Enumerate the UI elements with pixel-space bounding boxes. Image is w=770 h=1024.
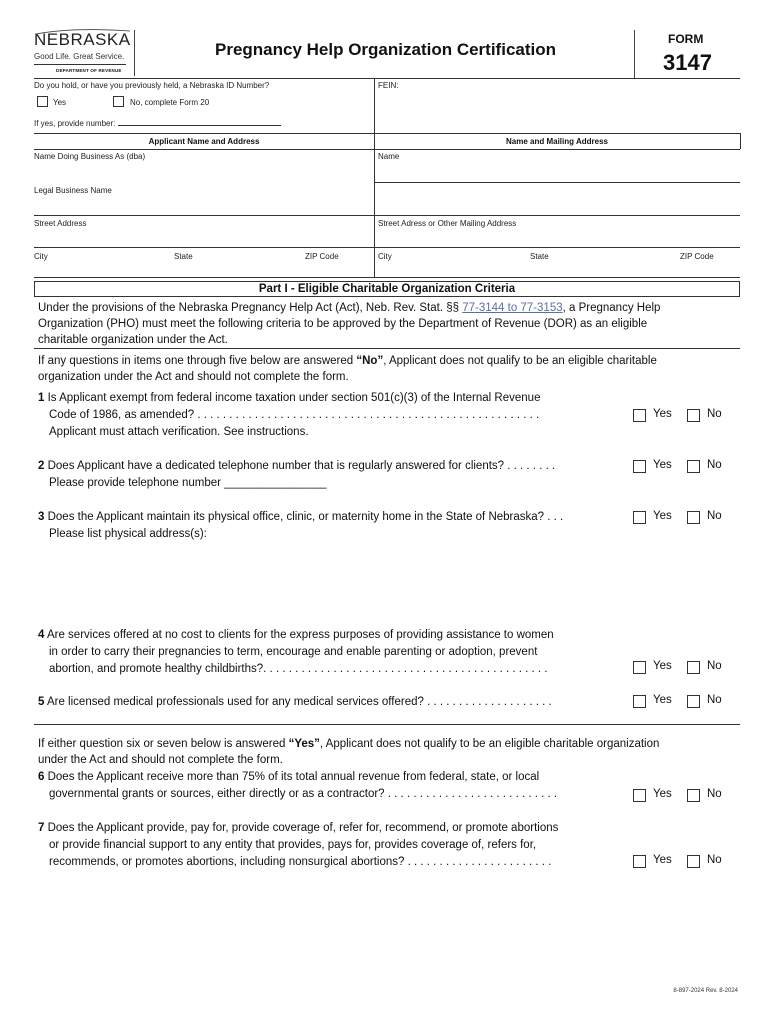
street-address-field[interactable] [34,247,740,248]
city-row-divider [374,247,375,277]
q1-no-label: No [707,408,722,420]
form-label: FORM [668,32,704,46]
question-3: 3 Does the Applicant maintain its physical office, clinic, or maternity home in the State of Nebraska? . . . Please list physical address(s): [38,511,564,540]
physical-address-field[interactable] [48,545,608,615]
mailing-street-label: Street Adress or Other Mailing Address [378,219,517,228]
q7-yes-label: Yes [653,854,672,866]
id-yes-label: Yes [53,98,67,107]
intro-divider [34,348,740,349]
intro-line3: charitable organization under the Act. [38,334,228,346]
q6-no-checkbox[interactable] [687,789,700,802]
legal-name-field[interactable] [34,215,740,216]
q6-no-label: No [707,788,722,800]
provide-number-label: If yes, provide number: [34,119,116,128]
fein-label: FEIN: [378,81,399,90]
part1-intro [38,300,738,348]
id-no-label: No, complete Form 20 [130,98,210,107]
q6-yes-checkbox[interactable] [633,789,646,802]
state-label: State [174,252,193,261]
no-emphasis: “No” [356,355,384,367]
center-divider [374,78,375,247]
question-6: 6 Does the Applicant receive more than 75% of its total annual revenue from federal, state, or local governmental grants or sources, either directly or as a contractor? . . . . . . . . . . . . . . . . . . . . . . . . . . . [38,771,558,800]
q5-yes-label: Yes [653,694,672,706]
q2-no-label: No [707,459,722,471]
question-1: 1 Is Applicant exempt from federal income taxation under section 501(c)(3) of the Internal Revenue Code of 1986, as amended? . . . . . . . . . . . . . . . . . . . . . . . . . . . . . . . . . . . . . . . . . . . . . . . . . . . . . . Applicant must attach verification. See instructions. [38,392,541,438]
q3-yes-checkbox[interactable] [633,511,646,524]
id-yes-checkbox[interactable] [37,96,48,107]
mailing-name-field[interactable] [374,182,740,183]
q5-no-label: No [707,694,722,706]
street-address-label: Street Address [34,219,87,228]
q1-yes-label: Yes [653,408,672,420]
q3-yes-label: Yes [653,510,672,522]
header-divider-left [134,30,135,76]
legal-name-label: Legal Business Name [34,186,112,195]
q1-yes-checkbox[interactable] [633,409,646,422]
intro-text: Under the provisions of the Nebraska Pregnancy Help Act (Act), Neb. Rev. Stat. §§ [38,302,463,314]
q6-yes-label: Yes [653,788,672,800]
intro-line2: Organization (PHO) must meet the following criteria to be approved by the Department of Revenue (DOR) as an eligible [38,318,648,330]
yes-instruction: If either question six or seven below is answered “Yes”, Applicant does not qualify to be an eligible charitable organization under the Act and should not complete the form. [38,738,660,766]
q4-yes-label: Yes [653,660,672,672]
applicant-address-header: Applicant Name and Address [148,137,260,146]
yes-emphasis: “Yes” [288,738,320,750]
logo-wordmark: NEBRASKA [34,30,131,49]
intro-text-cont: , a Pregnancy Help [562,302,661,314]
mailing-name-label: Name [378,152,400,161]
form-revision-code: 8-897-2024 Rev. 8-2024 [673,988,738,994]
part1-title: Part I - Eligible Charitable Organization Criteria [34,281,740,297]
q2-yes-label: Yes [653,459,672,471]
q4-no-checkbox[interactable] [687,661,700,674]
address-header-bottom [34,149,740,150]
mailing-zip-label: ZIP Code [680,252,714,261]
q2-no-checkbox[interactable] [687,460,700,473]
mailing-state-label: State [530,252,549,261]
q5-yes-checkbox[interactable] [633,695,646,708]
zip-label: ZIP Code [305,252,339,261]
q5-no-checkbox[interactable] [687,695,700,708]
q7-no-label: No [707,854,722,866]
logo-divider [34,64,126,65]
id-number-field[interactable] [118,118,281,126]
form-number: 3147 [663,50,712,75]
q7-no-checkbox[interactable] [687,855,700,868]
q7-yes-checkbox[interactable] [633,855,646,868]
address-top-border [34,133,740,134]
id-number-question: Do you hold, or have you previously held, a Nebraska ID Number? [34,81,270,90]
logo-department: DEPARTMENT OF REVENUE [56,68,122,73]
mailing-address-header: Name and Mailing Address [506,137,608,146]
city-row-bottom [34,277,740,278]
question-7: 7 Does the Applicant provide, pay for, provide coverage of, refer for, recommend, or promote abortions or provide financial support to any entity that provides, pays for, provides coverage of, refers for, recommends, or promotes abortions, including nonsurgical abortions? . . . . . . . . . . . . . . . . . . . . . . . [38,822,559,868]
id-section-top-border [34,78,740,79]
statute-link[interactable]: 77-3144 to 77-3153 [462,302,563,314]
question-2: 2 Does Applicant have a dedicated telephone number that is regularly answered for clients? . . . . . . . . Please provide telephone number ________________ [38,460,556,489]
q4-yes-checkbox[interactable] [633,661,646,674]
mailing-city-label: City [378,252,392,261]
section-divider [34,724,740,725]
logo-tagline: Good Life. Great Service. [34,52,125,61]
q4-no-label: No [707,660,722,672]
page-title: Pregnancy Help Organization Certification [215,40,557,59]
question-5: 5 Are licensed medical professionals used for any medical services offered? . . . . . . . . . . . . . . . . . . . . [38,696,552,708]
q1-no-checkbox[interactable] [687,409,700,422]
q2-yes-checkbox[interactable] [633,460,646,473]
q3-no-label: No [707,510,722,522]
provide-number-row [34,118,281,128]
city-label: City [34,252,48,261]
no-instruction: If any questions in items one through five below are answered “No”, Applicant does not qualify to be an eligible charitable organization under the Act and should not complete the form. [38,355,657,383]
dba-label: Name Doing Business As (dba) [34,152,146,161]
logo-swoosh-icon [34,28,134,36]
header-divider-right [634,30,635,78]
question-4: 4 Are services offered at no cost to clients for the express purposes of providing assistance to women in order to carry their pregnancies to term, encourage and enable parenting or adoption, prevent abortion, and promote healthy childbirths?. . . . . . . . . . . . . . . . . . . . . . . . . . . . . . . . . . . . . . . . . . . . . [38,629,554,675]
q3-no-checkbox[interactable] [687,511,700,524]
address-header-right-border [740,133,741,149]
id-no-checkbox[interactable] [113,96,124,107]
